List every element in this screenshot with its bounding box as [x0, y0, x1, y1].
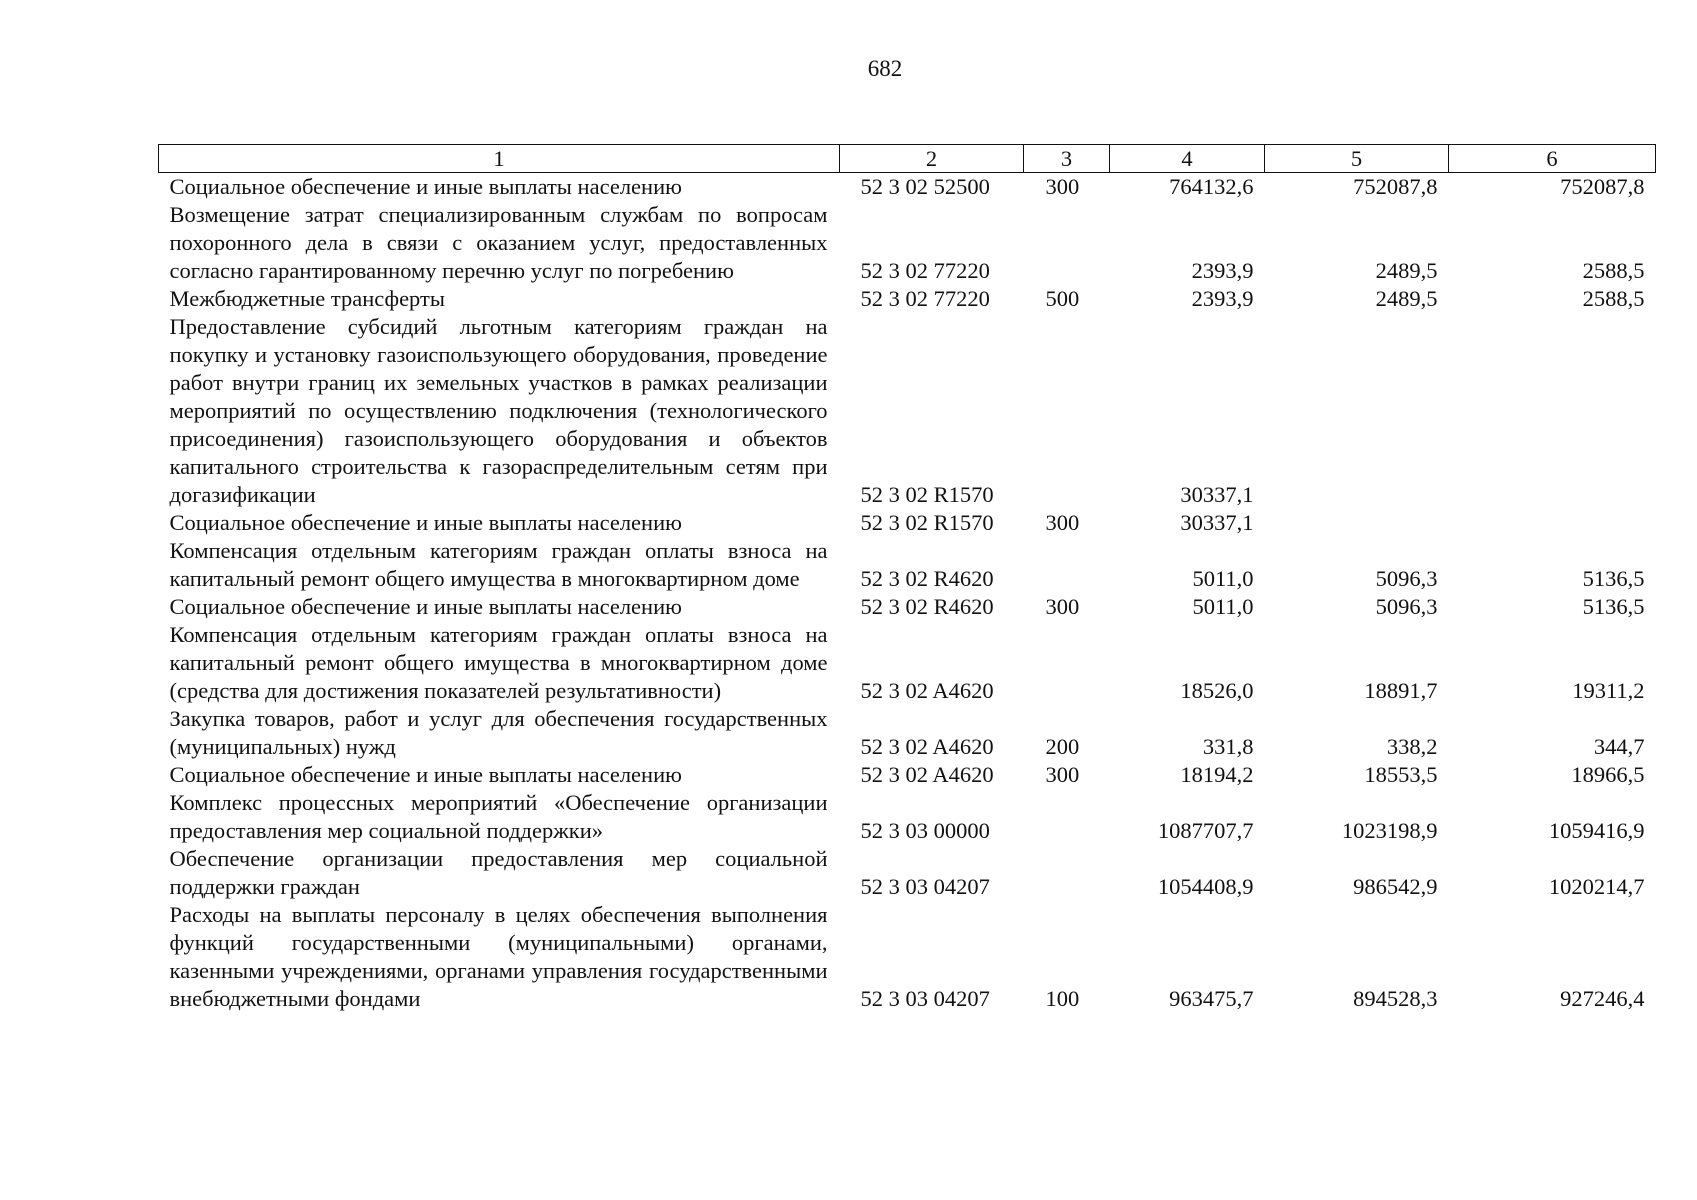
- row-value-col5: 2489,5: [1375, 286, 1438, 311]
- row-value-col6: 927246,4: [1560, 986, 1645, 1011]
- row-expense-type: [1024, 537, 1110, 593]
- row-name: Закупка товаров, работ и услуг для обеспечения государственных (муниципальных) нужд: [169, 706, 828, 759]
- row-name: Комплекс процессных мероприятий «Обеспечение организации предоставления мер социальной поддержки»: [169, 790, 828, 843]
- row-name: Социальное обеспечение и иные выплаты населению: [169, 510, 682, 535]
- row-expense-type: 300: [1045, 510, 1080, 535]
- row-value-col6: 18966,5: [1571, 762, 1645, 787]
- column-header-3: 3: [1024, 145, 1110, 173]
- row-value-col4: 5011,0: [1192, 594, 1254, 619]
- row-name: Межбюджетные трансферты: [169, 286, 445, 311]
- row-value-col4: 5011,0: [1192, 566, 1254, 591]
- row-value-col5: 5096,3: [1375, 566, 1438, 591]
- row-code: 52 3 03 04207: [860, 874, 990, 899]
- row-value-col6: 344,7: [1593, 734, 1645, 759]
- table-row: [159, 201, 1656, 285]
- row-value-col4: 18194,2: [1180, 762, 1254, 787]
- row-code: 52 3 02 77220: [860, 258, 990, 283]
- row-code: 52 3 02 52500: [860, 174, 990, 199]
- row-value-col4: 2393,9: [1191, 286, 1254, 311]
- row-value-col4: 331,8: [1202, 734, 1254, 759]
- row-value-col5: [1265, 313, 1449, 509]
- row-code: 52 3 03 00000: [860, 818, 990, 843]
- row-name: Расходы на выплаты персоналу в целях обеспечения выполнения функций государственными (муниципальными) органами, казенными учреждениями, органами управления государственными внебюджетными фондами: [169, 902, 828, 1011]
- table-row: [159, 789, 1656, 845]
- table-header: [159, 145, 1656, 173]
- row-code: 52 3 02 R4620: [860, 566, 994, 591]
- row-value-col5: 1023198,9: [1341, 818, 1438, 843]
- row-name: Обеспечение организации предоставления мер социальной поддержки граждан: [169, 846, 828, 899]
- table-row: [159, 173, 1656, 202]
- table-row: [159, 761, 1656, 789]
- table-row: [159, 901, 1656, 1013]
- row-value-col4: 18526,0: [1180, 678, 1254, 703]
- row-expense-type: 300: [1045, 174, 1080, 199]
- row-expense-type: 300: [1045, 762, 1080, 787]
- row-value-col6: 1059416,9: [1548, 818, 1645, 843]
- row-value-col5: 18891,7: [1364, 678, 1438, 703]
- row-value-col4: 764132,6: [1169, 174, 1254, 199]
- column-header-6: 6: [1449, 145, 1656, 173]
- row-name: Возмещение затрат специализированным службам по вопросам похоронного дела в связи с оказанием услуг, предоставленных согласно гарантированному перечню услуг по погребению: [169, 202, 828, 283]
- row-value-col5: 894528,3: [1353, 986, 1438, 1011]
- row-value-col5: 18553,5: [1364, 762, 1438, 787]
- row-expense-type: [1024, 313, 1110, 509]
- header-row: [159, 145, 1656, 173]
- row-value-col5: [1265, 509, 1449, 537]
- row-code: 52 3 03 04207: [860, 986, 990, 1011]
- row-expense-type: [1024, 621, 1110, 705]
- row-code: 52 3 02 R1570: [860, 510, 994, 535]
- table-row: [159, 593, 1656, 621]
- table-row: [159, 537, 1656, 593]
- row-value-col4: 1087707,7: [1157, 818, 1254, 843]
- row-value-col5: 752087,8: [1353, 174, 1438, 199]
- row-code: 52 3 02 A4620: [860, 734, 994, 759]
- table-row: [159, 845, 1656, 901]
- row-expense-type: 300: [1045, 594, 1080, 619]
- row-expense-type: [1024, 201, 1110, 285]
- row-name: Предоставление субсидий льготным категориям граждан на покупку и установку газоиспользующего оборудования, проведение работ внутри границ их земельных участков в рамках реализации мероприятий по осуществлению подключения (технологического присоединения) газоиспользующего оборудования и объектов капитального строительства к газораспределительным сетям при догазификации: [169, 314, 828, 507]
- row-value-col5: 338,2: [1386, 734, 1438, 759]
- row-value-col6: 2588,5: [1582, 258, 1645, 283]
- row-code: 52 3 02 R4620: [860, 594, 994, 619]
- table-body: [159, 173, 1656, 1014]
- row-expense-type: 200: [1045, 734, 1080, 759]
- table-row: [159, 509, 1656, 537]
- row-code: 52 3 02 A4620: [860, 762, 994, 787]
- row-code: 52 3 02 A4620: [860, 678, 994, 703]
- row-value-col6: 1020214,7: [1548, 874, 1645, 899]
- row-name: Компенсация отдельным категориям граждан оплаты взноса на капитальный ремонт общего имущества в многоквартирном доме (средства для достижения показателей результативности): [169, 622, 828, 703]
- row-value-col6: 2588,5: [1582, 286, 1645, 311]
- budget-table: [158, 144, 1656, 1013]
- column-header-2: 2: [840, 145, 1024, 173]
- row-expense-type: 100: [1045, 986, 1080, 1011]
- column-header-4: 4: [1110, 145, 1265, 173]
- row-value-col6: [1449, 509, 1656, 537]
- row-value-col4: 2393,9: [1191, 258, 1254, 283]
- column-header-1: 1: [159, 145, 840, 173]
- page-number: 682: [867, 56, 903, 81]
- row-value-col5: 986542,9: [1353, 874, 1438, 899]
- row-name: Компенсация отдельным категориям граждан оплаты взноса на капитальный ремонт общего имущества в многоквартирном доме: [169, 538, 828, 591]
- table-row: [159, 313, 1656, 509]
- table-row: [159, 621, 1656, 705]
- row-name: Социальное обеспечение и иные выплаты населению: [169, 762, 682, 787]
- row-code: 52 3 02 R1570: [860, 482, 994, 507]
- row-value-col6: 19311,2: [1572, 678, 1645, 703]
- row-expense-type: [1024, 845, 1110, 901]
- row-value-col4: 30337,1: [1180, 482, 1254, 507]
- row-expense-type: [1024, 789, 1110, 845]
- row-value-col6: 5136,5: [1582, 594, 1645, 619]
- row-expense-type: 500: [1045, 286, 1080, 311]
- row-value-col6: [1449, 313, 1656, 509]
- row-value-col6: 752087,8: [1560, 174, 1645, 199]
- row-name: Социальное обеспечение и иные выплаты населению: [169, 174, 682, 199]
- row-value-col4: 963475,7: [1169, 986, 1254, 1011]
- row-value-col5: 5096,3: [1375, 594, 1438, 619]
- row-value-col4: 30337,1: [1180, 510, 1254, 535]
- column-header-5: 5: [1265, 145, 1449, 173]
- table-row: [159, 705, 1656, 761]
- row-value-col6: 5136,5: [1582, 566, 1645, 591]
- row-code: 52 3 02 77220: [860, 286, 990, 311]
- row-name: Социальное обеспечение и иные выплаты населению: [169, 594, 682, 619]
- table-row: [159, 285, 1656, 313]
- row-value-col4: 1054408,9: [1157, 874, 1254, 899]
- row-value-col5: 2489,5: [1375, 258, 1438, 283]
